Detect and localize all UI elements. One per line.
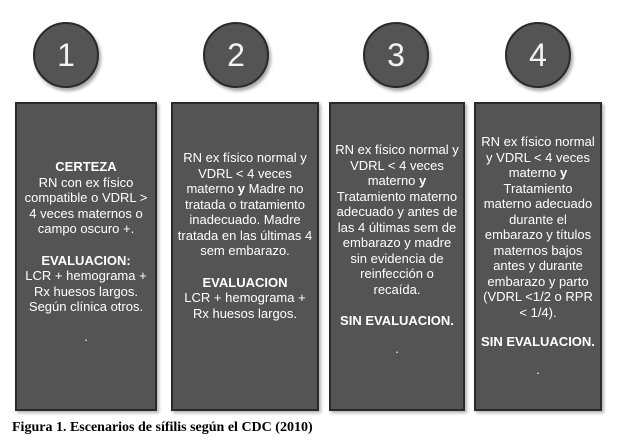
scenario-4-dot: . <box>536 361 540 377</box>
scenario-1-dot: . <box>84 328 88 344</box>
step-4-circle: 4 <box>505 22 571 88</box>
scenario-4-body: RN ex físico normal y VDRL < 4 veces materno y Tratamiento materno adecuado durante el embarazo y títulos maternos bajos antes y durante embarazo y parto (VDRL <1/2 o RPR < 1/4). <box>481 134 595 320</box>
scenario-2-eval-header: EVALUACION <box>202 274 288 290</box>
scenario-3-eval-header: SIN EVALUACION. <box>340 313 454 328</box>
step-2-circle: 2 <box>203 22 269 88</box>
scenario-1-eval-header: EVALUACION: <box>41 252 131 268</box>
scenario-4-eval-header: SIN EVALUACION. <box>481 334 595 349</box>
figure-caption: Figura 1. Escenarios de sífilis según el CDC (2010) <box>12 420 313 435</box>
scenario-2-box <box>171 102 319 411</box>
scenario-1-eval-body: LCR + hemograma + Rx huesos largos. Según clínica otros. <box>25 268 147 314</box>
scenario-3-box <box>329 102 465 411</box>
scenario-1-body: RN con ex físico compatible o VDRL > 4 veces maternos o campo oscuro +. <box>24 174 148 236</box>
scenario-2-eval-body: LCR + hemograma + Rx huesos largos. <box>184 290 306 321</box>
scenario-2-body: RN ex físico normal y VDRL < 4 veces materno y Madre no tratada o tratamiento inadecuado. Madre tratada en las últimas 4 sem embarazo. <box>177 150 313 258</box>
step-3-circle: 3 <box>363 22 429 88</box>
scenario-1-header: CERTEZA <box>55 159 117 174</box>
scenario-3-dot: . <box>395 340 399 356</box>
step-1-circle: 1 <box>33 22 99 88</box>
scenario-4-box <box>474 102 602 411</box>
scenario-3-body: RN ex físico normal y VDRL < 4 veces materno y Tratamiento materno adecuado y antes de las 4 últimas sem de embarazo y madre sin evidencia de reinfección o recaída. <box>335 142 459 297</box>
scenario-1-box <box>15 102 157 411</box>
